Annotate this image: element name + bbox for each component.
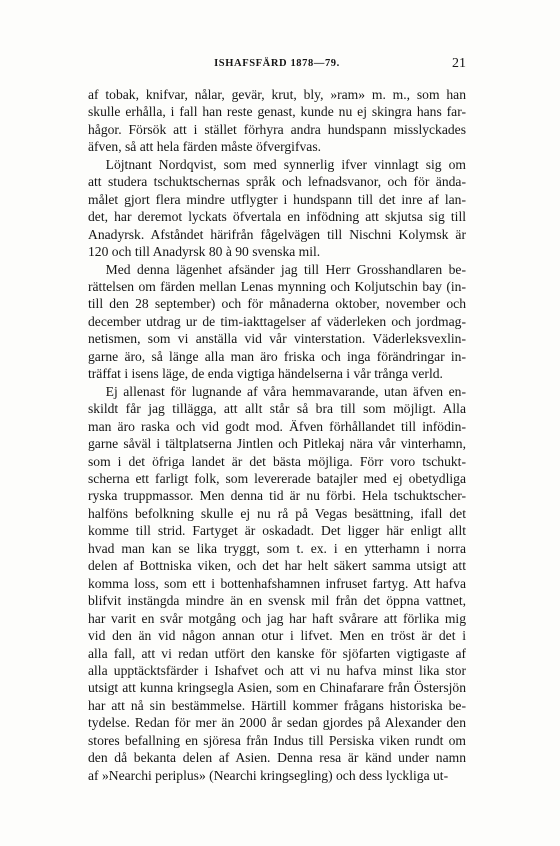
text-line: till den 28 september) och för månaderna oktober, november och bbox=[88, 296, 466, 312]
text-line: Anadyrsk. Afståndet härifrån fågelvägen till Nischni Kolymsk är bbox=[88, 226, 466, 242]
text-line: blifvit instängda mindre än en svensk mil från det öppna vattnet, bbox=[88, 593, 466, 609]
text-line: rättelsen om färden mellan Lenas mynning och Koljutschin bay (in- bbox=[88, 278, 466, 294]
text-line: skulle erhålla, i fall han reste genast, kunde nu ej skingra hans far- bbox=[88, 104, 466, 120]
text-line: har varit en svår motgång och jag har haft svårare att förlika mig bbox=[88, 610, 466, 626]
text-line: Med denna lägenhet afsänder jag till Herr Grosshandlaren be- bbox=[105, 261, 466, 277]
paragraph bbox=[88, 156, 466, 261]
text-line: det, har deremot lyckats öfvertala en infödning att skjutsa sig till bbox=[88, 209, 466, 225]
text-line: Löjtnant Nordqvist, som med synnerlig ifver vinnlagt sig om bbox=[105, 156, 466, 172]
text-line: af »Nearchi periplus» (Nearchi kringsegling) och dess lyckliga ut- bbox=[88, 767, 449, 783]
text-line: att studera tschuktschernas språk och lefnadsvanor, och för ända- bbox=[88, 174, 466, 190]
text-line: halföns befolkning skulle ej nu rå på Vegas besättning, ifall det bbox=[88, 505, 466, 521]
text-line: den då bekanta delen af Asien. Denna resa är känd under namn bbox=[88, 750, 466, 766]
text-line: vid den än vid någon annan otur i lifvet. Men en tröst är det i bbox=[88, 628, 466, 644]
text-line: stores befallning en sjöresa från Indus till Persiska viken rundt om bbox=[88, 732, 466, 748]
text-line: delen af Bottniska viken, och det har helt säkert samma utsigt att bbox=[88, 558, 466, 574]
running-title: ISHAFSFÄRD 1878—79. bbox=[214, 58, 340, 69]
text-line: december utdrag ur de tim-iakttagelser af väderleken och jordmag- bbox=[88, 313, 466, 329]
text-line: man äro raska och vid godt mod. Äfven förhållandet till infödin- bbox=[88, 418, 466, 434]
paragraph bbox=[88, 261, 466, 383]
text-line: utsigt att kunna kringsegla Asien, som en Chinafarare från Östersjön bbox=[88, 680, 466, 696]
text-line: alla fall, att vi redan utfört den kanske för sjöfarten vigtigaste af bbox=[88, 645, 466, 661]
text-line: komme till strid. Fartyget är oskadadt. Det ligger här enligt allt bbox=[88, 523, 466, 539]
text-line: alla upptäcktsfärder i Ishafvet och att vi nu hafva minst lika stor bbox=[88, 662, 466, 678]
text-line: komma loss, som ett i bottenhafshamnen infruset fartyg. Att hafva bbox=[88, 575, 466, 591]
text-line: Ej allenast för lugnande af våra hemmavarande, utan äfven en- bbox=[105, 383, 466, 399]
text-line: netismen, som vi anställa vid vår vinterstation. Väderleksvexlin- bbox=[88, 331, 466, 347]
text-line: af tobak, knifvar, nålar, gevär, krut, bly, »ram» m. m., som han bbox=[88, 87, 466, 102]
text-line: skildt får jag tillägga, att allt står så bra till som möjligt. Alla bbox=[88, 401, 466, 417]
paragraph bbox=[88, 86, 466, 156]
text-line: träffat i isens läge, de enda vigtiga händelserna i vår trånga verld. bbox=[88, 366, 443, 382]
text-line: hvad man kan se lika tryggt, som t. ex. i en ytterhamn i norra bbox=[88, 540, 466, 556]
text-line: äfven, så att hela färden måste öfvergifvas. bbox=[88, 139, 322, 155]
text-line: ryska truppmassor. Men denna tid är nu förbi. Hela tschuktscher- bbox=[88, 488, 466, 504]
text-line: hågor. Försök att i stället förhyra andra hundspann misslyckades bbox=[88, 121, 466, 137]
text-line: scherna ett farligt folk, som levererade batajler med ej obetydliga bbox=[88, 470, 466, 486]
text-line: som i det öfriga landet är det bästa möjliga. Förr voro tschukt- bbox=[88, 453, 466, 469]
text-line: har att nå sin bestämmelse. Härtill kommer frågans historiska be- bbox=[88, 697, 466, 713]
text-line: garne äro, så länge alla man äro friska och inga förändringar in- bbox=[88, 348, 466, 364]
page-header bbox=[88, 58, 466, 74]
text-line: garne såväl i tältplatserna Jintlen och Pitlekaj nära vår vinterhamn, bbox=[88, 436, 466, 452]
paragraph bbox=[88, 383, 466, 784]
page-number: 21 bbox=[452, 56, 466, 71]
text-line: målet gjort flera mindre utflygter i hundspann till det inre af lan- bbox=[88, 191, 466, 207]
body-text bbox=[88, 86, 466, 784]
text-line: 120 och till Anadyrsk 80 à 90 svenska mil. bbox=[88, 244, 321, 260]
text-line: tydelse. Redan för mer än 2000 år sedan gjordes på Alexander den bbox=[88, 715, 466, 731]
